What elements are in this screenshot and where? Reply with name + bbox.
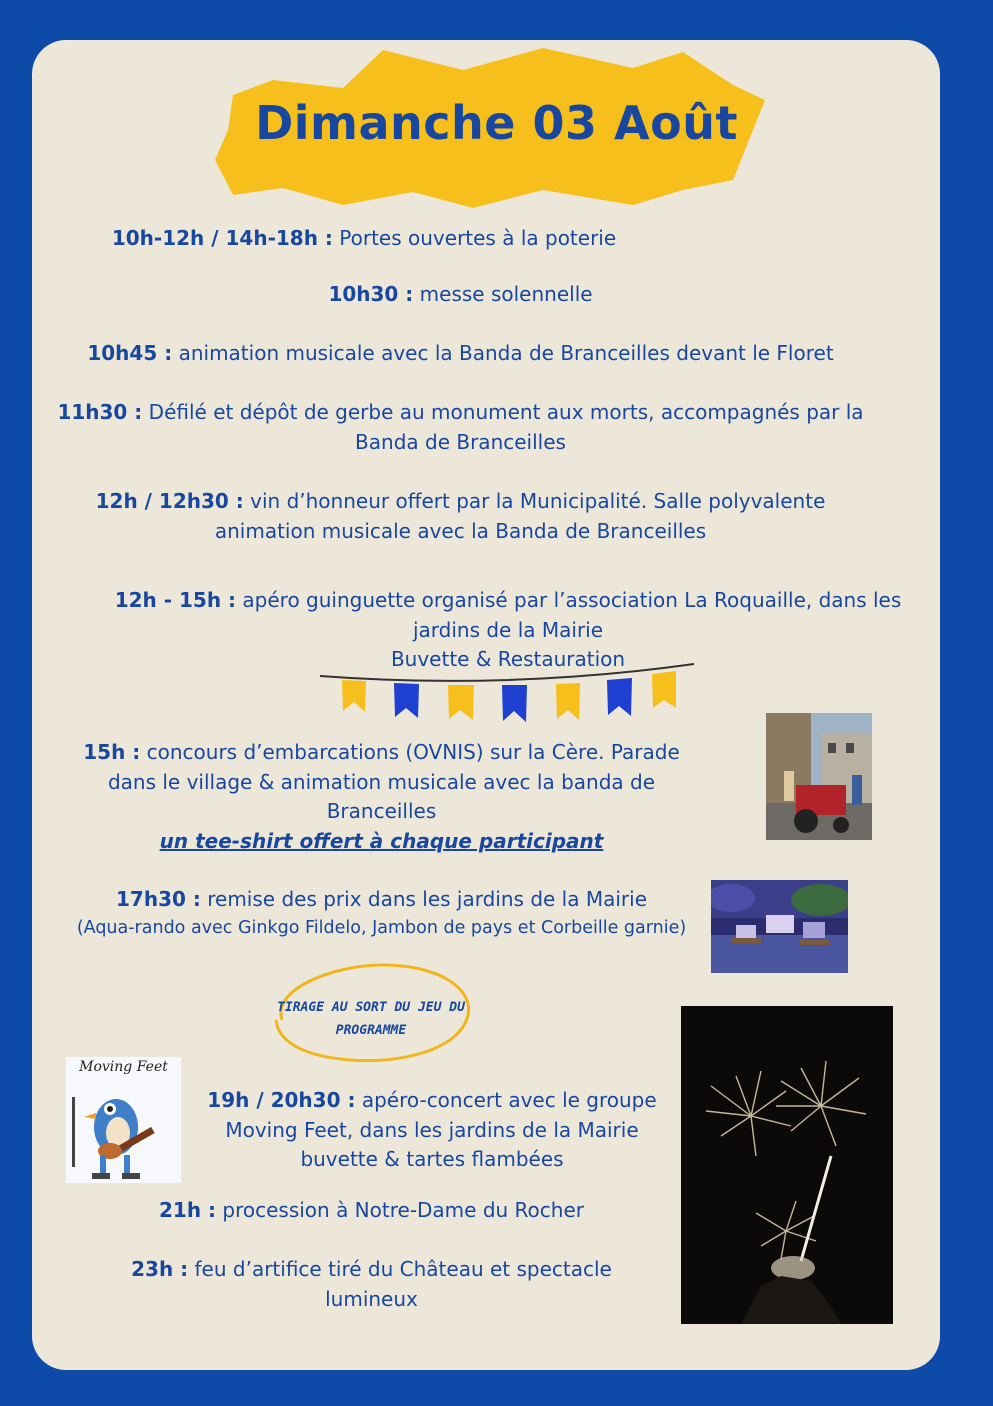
event-animation-floret: 10h45 : animation musicale avec la Banda de Branceilles devant le Floret bbox=[87, 341, 834, 365]
bunting-garland-icon bbox=[318, 660, 698, 724]
tee-shirt-link[interactable]: un tee-shirt offert à chaque participant bbox=[159, 828, 604, 853]
event-messe: 10h30 : messe solennelle bbox=[328, 282, 593, 306]
event-vin-honneur: 12h / 12h30 : vin d’honneur offert par la Municipalité. Salle polyvalente animation musicale avec la Banda de Branceilles bbox=[95, 489, 826, 543]
event-apero-concert: 19h / 20h30 : apéro-concert avec le groupe Moving Feet, dans les jardins de la Mairie buvette & tartes flambées bbox=[207, 1088, 657, 1171]
logo-text: Moving Feet bbox=[79, 1059, 168, 1075]
boats-river-photo bbox=[711, 880, 848, 973]
event-defile: 11h30 : Défilé et dépôt de gerbe au monument aux morts, accompagnés par la Banda de Branceilles bbox=[57, 400, 864, 454]
tirage-text: TIRAGE AU SORT DU JEU DU PROGRAMME bbox=[277, 1000, 465, 1038]
event-portes-ouvertes: 10h-12h / 14h-18h : Portes ouvertes à la poterie bbox=[111, 226, 617, 250]
event-procession: 21h : procession à Notre-Dame du Rocher bbox=[159, 1198, 584, 1222]
event-apero-guinguette: 12h - 15h : apéro guinguette organisé par l’association La Roquaille, dans les jardins de la Mairie Buvette & Restauration bbox=[114, 588, 902, 671]
tractor-parade-photo bbox=[766, 713, 872, 840]
event-remise-prix-detail: (Aqua-rando avec Ginkgo Fildelo, Jambon de pays et Corbeille garnie) bbox=[76, 918, 687, 938]
fireworks-photo bbox=[681, 1006, 893, 1324]
event-remise-prix: 17h30 : remise des prix dans les jardins de la Mairie bbox=[116, 887, 647, 911]
page-title: Dimanche 03 Août bbox=[255, 96, 738, 150]
event-concours-embarcations: 15h : concours d’embarcations (OVNIS) sur la Cère. Parade dans le village & animation musicale avec la banda de Branceilles un tee-shirt offert à chaque participant bbox=[83, 740, 680, 853]
event-feu-artifice: 23h : feu d’artifice tiré du Château et spectacle lumineux bbox=[131, 1257, 612, 1311]
